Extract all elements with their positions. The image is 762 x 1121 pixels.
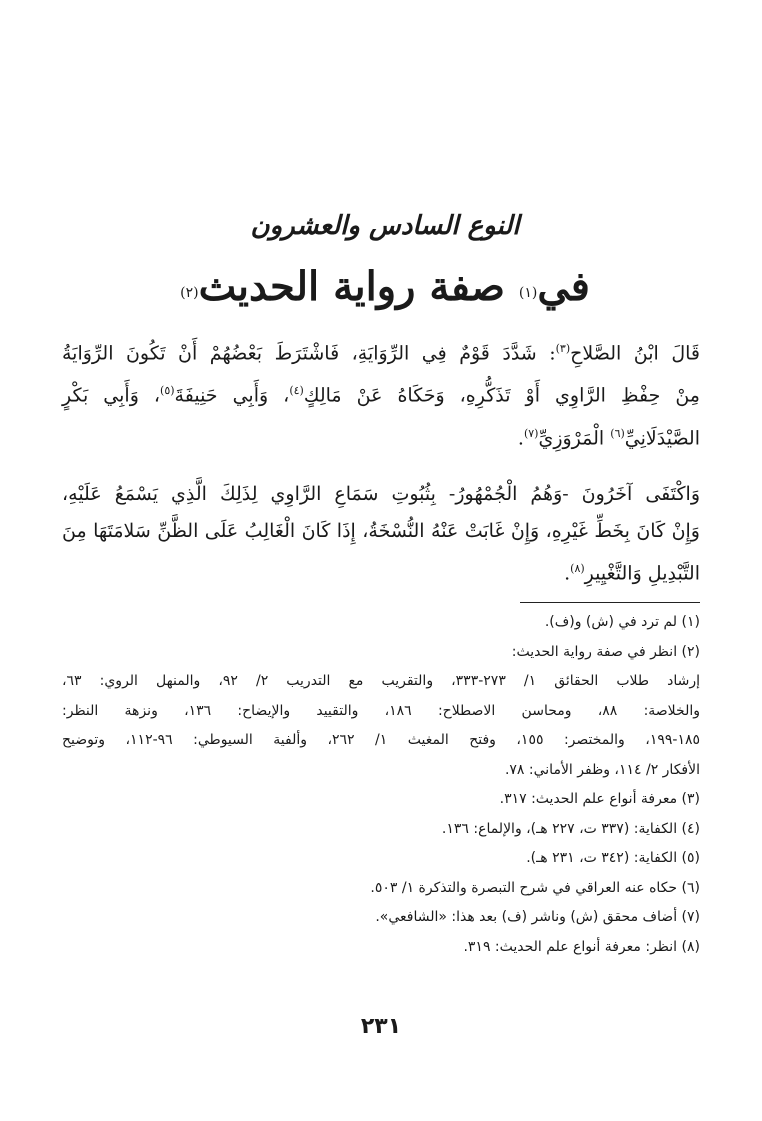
footnote-6: (٦) حكاه عنه العراقي في شرح التبصرة والتذكرة ١/ ٥٠٣. (370, 879, 700, 896)
footnote-ref-6[interactable]: (٦) (610, 426, 625, 440)
title-footnote-ref-1[interactable]: (١) (518, 285, 538, 301)
footnote-2-line-2: والخلاصة: ٨٨، ومحاسن الاصطلاح: ١٨٦، والتقييد والإيضاح: ١٣٦، ونزهة النظر: (62, 702, 700, 719)
footnote-5: (٥) الكفاية: (٣٤٢ ت، ٢٣١ هـ). (526, 850, 700, 866)
footnote-2: (٢) انظر في صفة رواية الحديث: (511, 643, 700, 660)
footnote-1: (١) لم ترد في (ش) و(ف). (544, 614, 700, 630)
footnote-2-line-3: ١٨٥-١٩٩، والمختصر: ١٥٥، وفتح المغيث ١/ ٢٦٢، وألفية السيوطي: ٩٦-١١٢، وتوضيح (62, 732, 700, 748)
paragraph-1-line-2: مِنْ حِفْظِ الرَّاوِي أَوْ تَذَكُّرِهِ، وَحَكَاهُ عَنْ مَالِكٍ$^{(٤)}$، وَأَبِي حَنِيفَةَ$^{(٥)}$، وَأَبِي بَكْرٍ (62, 384, 700, 407)
footnote-ref-8[interactable]: (٨) (570, 562, 585, 575)
paragraph-1-line-1: قَالَ ابْنُ الصَّلاحِ$^{(٣)}$: شَدَّدَ قَوْمٌ فِي الرِّوَايَةِ، فَاشْتَرَطَ بَعْضُهُمْ أَنْ تَكُونَ الرِّوَايَةُ (62, 342, 700, 365)
footnote-ref-3[interactable]: (٣) (555, 342, 571, 355)
paragraph-1 (62, 330, 700, 457)
paragraph-2-line-3: التَّبْدِيلِ وَالتَّغْيِيرِ$^{(٨)}$. (564, 562, 700, 585)
title-text: صفة رواية الحديث (198, 263, 505, 310)
footnote-4: (٤) الكفاية: (٣٣٧ ت، ٢٢٧ هـ)، والإلماع: ١٣٦. (441, 820, 700, 837)
footnote-ref-4[interactable]: (٤) (289, 384, 304, 398)
paragraph-1-line-3: الصَّيْدَلَانِيِّ$^{(٦)}$ الْمَرْوَزِيِّ$^{(٧)}$. (517, 426, 700, 449)
footnote-2-line-1: إرشاد طلاب الحقائق ١/ ٢٧٣-٣٣٣، والتقريب مع التدريب ٢/ ٩٢، والمنهل الروي: ٦٣، (62, 673, 700, 689)
title-prefix: في (537, 263, 590, 310)
footnote-3: (٣) معرفة أنواع علم الحديث: ٣١٧. (499, 791, 700, 807)
footnote-8: (٨) انظر: معرفة أنواع علم الحديث: ٣١٩. (463, 938, 700, 955)
footnote-7: (٧) أضاف محقق (ش) وناشر (ف) بعد هذا: «الشافعي». (375, 909, 700, 925)
title-footnote-ref-2[interactable]: (٢) (180, 285, 199, 301)
footnote-separator (520, 602, 700, 603)
paragraph-2-line-1: وَاكْتَفَى آخَرُونَ -وَهُمُ الْجُمْهُورُ- بِثُبُوتِ سَمَاعِ الرَّاوِي لِذَلِكَ الَّذِي يَسْمَعُ عَلَيْهِ، (62, 483, 700, 505)
chapter-title (180, 252, 590, 322)
footnotes (62, 608, 700, 962)
paragraph-2-line-2: وَإِنْ كَانَ بِخَطِّ غَيْرِهِ، وَإِنْ غَابَتْ عَنْهُ النُّسْخَةُ، إِذَا كَانَ الْغَالِبُ عَلَى الظَّنِّ سَلامَتَهَا مِنَ (62, 520, 700, 542)
footnote-2-line-4: الأفكار ٢/ ١١٤، وظفر الأماني: ٧٨. (504, 761, 700, 778)
paragraph-2 (62, 476, 700, 592)
footnote-ref-7[interactable]: (٧) (523, 426, 539, 440)
page-number: ٢٣١ (360, 1014, 402, 1039)
chapter-heading: النوع السادس والعشرون (250, 211, 520, 241)
footnote-ref-5[interactable]: (٥) (160, 384, 175, 398)
